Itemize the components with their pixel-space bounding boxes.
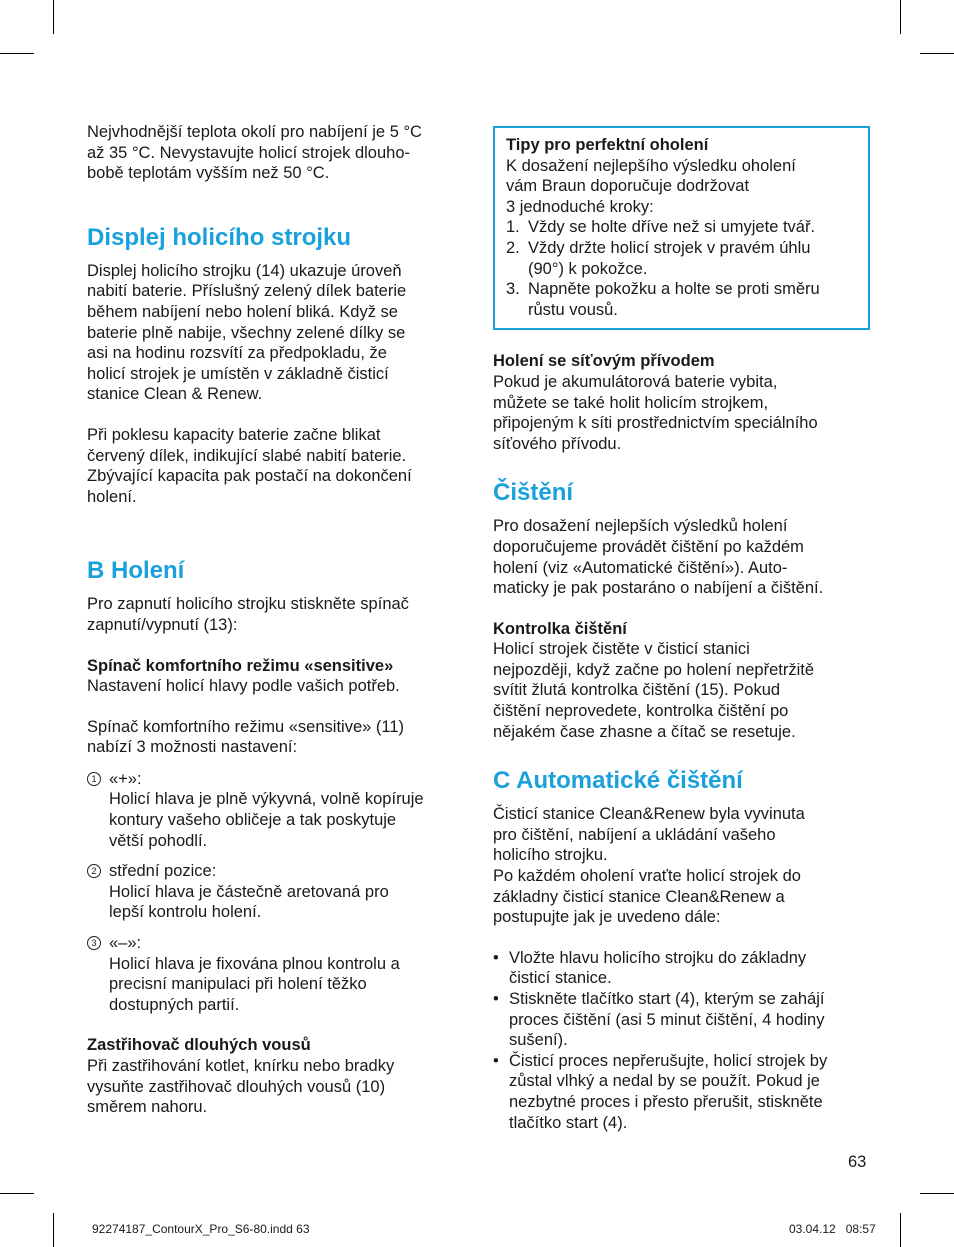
automatic-cleaning-paragraph: Čisticí stanice Clean&Renew byla vyvinuta pro čištění, nabíjení a ukládání vašeho holicího strojku. Po každém oholení vraťte holicí strojek do základny čisticí stanice Clean&Renew a postupujte jak je uvedeno dále:	[493, 805, 805, 927]
cleaning-heading: Čištění	[493, 479, 574, 507]
crop-mark	[0, 1193, 34, 1194]
sensitive-switch-text: Nastavení holicí hlavy podle vašich potřeb.	[87, 677, 400, 696]
mains-shaving-text: Pokud je akumulátorová baterie vybita, můžete se také holit holicím strojkem, připojeným k síti prostřednictvím speciálního síťového přívodu.	[493, 372, 818, 453]
list-item: • Stiskněte tlačítko start (4), kterým se zahájí proces čištění (asi 5 minut čištění, 4 hodiny sušení).	[493, 989, 871, 1051]
tips-list	[506, 217, 857, 320]
list-item: • Čisticí proces nepřerušujte, holicí strojek by zůstal vlhký a nedal by se použít. Pokud je nezbytné proces i přesto přerušit, stiskněte tlačítko start (4).	[493, 1051, 871, 1133]
option-text: střední pozice: Holicí hlava je částečně aretovaná pro lepší kontrolu holení.	[109, 862, 389, 922]
crop-mark	[53, 1213, 54, 1247]
display-heading: Displej holicího strojku	[87, 223, 352, 251]
tip-item: 1. Vždy se holte dříve než si umyjete tvář.	[506, 218, 816, 237]
automatic-cleaning-heading: C Automatické čištění	[493, 767, 743, 795]
display-paragraph-1: Displej holicího strojku (14) ukazuje úroveň nabití baterie. Příslušný zelený dílek baterie během nabíjení nebo holení bliká. Když se baterie plně nabije, všechny zelené dílky se asi na hodinu rozsvítí za předpokladu, že holicí strojek je umístěn v základně čisticí stanice Clean & Renew.	[87, 261, 407, 404]
display-paragraph-2: Při poklesu kapacity baterie začne blikat červený dílek, indikující slabé nabití baterie. Zbývající kapacita pak postačí na dokončení holení.	[87, 425, 412, 506]
trimmer-text: Při zastřihování kotlet, knírku nebo bradky vysuňte zastřihovač dlouhých vousů (10) směrem nahoru.	[87, 1057, 395, 1117]
list-item: • Vložte hlavu holicího strojku do základny čisticí stanice.	[493, 948, 871, 989]
crop-mark	[920, 1193, 954, 1194]
trimmer-title: Zastřihovač dlouhých vousů	[87, 1036, 311, 1055]
crop-mark	[920, 53, 954, 54]
circled-number-2: 2	[87, 864, 101, 878]
footer-timestamp	[789, 1219, 876, 1240]
shaving-intro: Pro zapnutí holicího strojku stiskněte spínač zapnutí/vypnutí (13):	[87, 595, 409, 634]
charging-temperature-text: Nejvhodnější teplota okolí pro nabíjení je 5 °C až 35 °C. Nevystavujte holicí strojek dlouho- bobě teplotám vyšším než 50 °C.	[87, 123, 422, 183]
crop-mark	[53, 0, 54, 34]
footer-time: 08:57	[845, 1222, 876, 1236]
tip-item: 2. Vždy držte holicí strojek v pravém úhlu (90°) k pokožce.	[506, 238, 811, 278]
cleaning-indicator-title: Kontrolka čištění	[493, 619, 627, 638]
cleaning-indicator-text: Holicí strojek čistěte v čisticí stanici nejpozději, když začne po holení nepřetržitě svítit žlutá kontrolka čištění (15). Pokud čištění neprovedete, kontrolka čištění po nějakém čase zhasne a čítač se resetuje.	[493, 640, 815, 741]
shaving-heading: B Holení	[87, 557, 185, 585]
crop-mark	[900, 0, 901, 34]
automatic-cleaning-steps	[493, 948, 871, 1133]
footer-date: 03.04.12	[789, 1222, 836, 1236]
tips-box	[493, 126, 870, 330]
page-number: 63	[848, 1153, 867, 1171]
circled-number-1: 1	[87, 772, 101, 786]
right-column	[493, 126, 871, 1133]
crop-mark	[900, 1213, 901, 1247]
mains-shaving-title: Holení se síťovým přívodem	[493, 352, 715, 371]
tip-item: 3. Napněte pokožku a holte se proti směru růstu vousů.	[506, 280, 820, 319]
tips-intro: K dosažení nejlepšího výsledku oholení vám Braun doporučuje dodržovat 3 jednoduché kroky:	[506, 156, 796, 216]
footer-file-name: 92274187_ContourX_Pro_S6-80.indd 63	[92, 1222, 310, 1236]
circled-number-3: 3	[87, 936, 101, 950]
option-item	[87, 861, 465, 923]
left-column	[87, 122, 465, 1118]
option-text: «–»: Holicí hlava je fixována plnou kontrolu a precisní manipulaci při holení těžko dostupných partií.	[109, 934, 400, 1014]
crop-mark	[0, 53, 34, 54]
sensitive-switch-options-intro: Spínač komfortního režimu «sensitive» (11) nabízí 3 možnosti nastavení:	[87, 717, 405, 757]
cleaning-paragraph: Pro dosažení nejlepších výsledků holení doporučujeme provádět čištění po každém holení (viz «Automatické čištění»). Auto- maticky je pak postaráno o nabíjení a čištění.	[493, 517, 824, 598]
sensitive-switch-title: Spínač komfortního režimu «sensitive»	[87, 656, 394, 675]
option-item	[87, 769, 465, 851]
option-text: «+»: Holicí hlava je plně výkyvná, volně kopíruje kontury vašeho obličeje a tak poskytuje větší pohodlí.	[109, 769, 424, 850]
option-item	[87, 933, 465, 1015]
tips-title: Tipy pro perfektní oholení	[506, 136, 709, 154]
